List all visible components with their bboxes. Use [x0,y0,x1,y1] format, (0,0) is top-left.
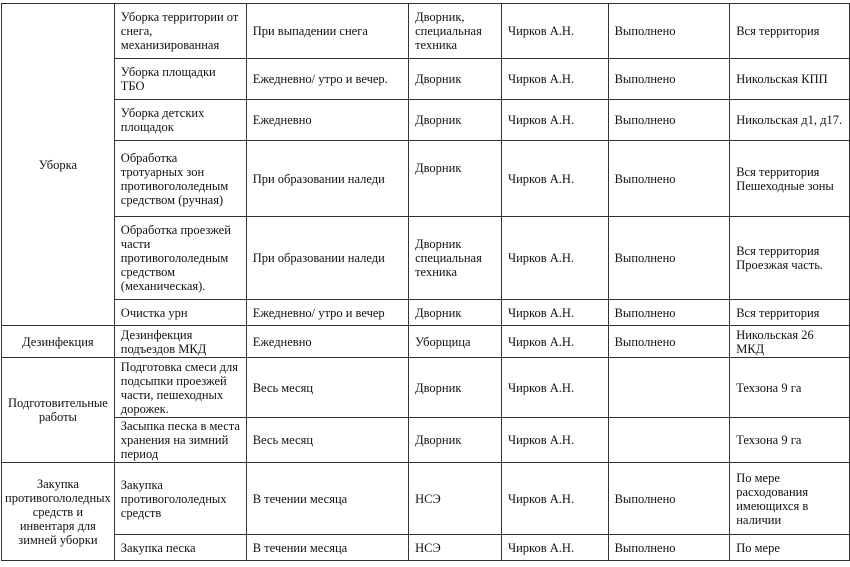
table-row [2,463,850,535]
responsible-cell: Чирков А.Н. [501,418,608,463]
status-cell: Выполнено [608,100,730,141]
table-row [2,141,850,217]
frequency-cell: Ежедневно/ утро и вечер [246,300,408,326]
table-row [2,535,850,561]
task-cell: Обработка проезжей части противогололедным средством (механическая). [114,217,246,300]
responsible-cell: Чирков А.Н. [501,217,608,300]
location-cell: Техзона 9 га [730,418,850,463]
task-cell: Дезинфекция подъездов МКД [114,326,246,358]
location-cell: По мере расходования имеющихся в наличии [730,463,850,535]
location-cell: Вся территория [730,4,850,59]
responsible-cell: Чирков А.Н. [501,535,608,561]
task-cell: Закупка песка [114,535,246,561]
status-cell: Выполнено [608,217,730,300]
frequency-cell: Ежедневно [246,100,408,141]
task-cell: Закупка противогололедных средств [114,463,246,535]
performer-cell: Уборщица [409,326,502,358]
task-cell: Уборка детских площадок [114,100,246,141]
status-cell: Выполнено [608,4,730,59]
location-cell: Техзона 9 га [730,358,850,418]
performer-cell: Дворник [409,358,502,418]
frequency-cell: Весь месяц [246,418,408,463]
frequency-cell: В течении месяца [246,535,408,561]
frequency-cell: Ежедневно/ утро и вечер. [246,59,408,100]
table-row [2,300,850,326]
frequency-cell: Ежедневно [246,326,408,358]
status-cell: Выполнено [608,535,730,561]
responsible-cell: Чирков А.Н. [501,4,608,59]
task-cell: Подготовка смеси для подсыпки проезжей части, пешеходных дорожек. [114,358,246,418]
table-row [2,418,850,463]
table-row [2,4,850,59]
frequency-cell: При образовании наледи [246,141,408,217]
task-cell: Обработка тротуарных зон противогололедным средством (ручная) [114,141,246,217]
performer-cell: Дворник специальная техника [409,217,502,300]
table-row [2,217,850,300]
category-cell: Закупка противогололедных средств и инвентаря для зимней уборки [2,463,115,561]
status-cell: Выполнено [608,300,730,326]
table-row [2,59,850,100]
responsible-cell: Чирков А.Н. [501,300,608,326]
performer-cell: Дворник [409,418,502,463]
location-cell: Никольская д1, д17. [730,100,850,141]
table-row [2,358,850,418]
frequency-cell: При образовании наледи [246,217,408,300]
frequency-cell: Весь месяц [246,358,408,418]
work-schedule-table [1,3,850,561]
location-cell: Вся территория Проезжая часть. [730,217,850,300]
location-cell: Никольская КПП [730,59,850,100]
task-cell: Уборка площадки ТБО [114,59,246,100]
frequency-cell: При выпадении снега [246,4,408,59]
performer-cell: Дворник [409,300,502,326]
responsible-cell: Чирков А.Н. [501,463,608,535]
performer-cell: Дворник, специальная техника [409,4,502,59]
task-cell: Засыпка песка в места хранения на зимний период [114,418,246,463]
table-row [2,100,850,141]
task-cell: Очистка урн [114,300,246,326]
status-cell: Выполнено [608,59,730,100]
table-row [2,326,850,358]
location-cell: Никольская 26 МКД [730,326,850,358]
category-cell: Подготовительные работы [2,358,115,463]
performer-cell: Дворник [409,59,502,100]
performer-cell: Дворник [409,141,502,217]
category-cell: Уборка [2,4,115,326]
performer-cell: Дворник [409,100,502,141]
responsible-cell: Чирков А.Н. [501,141,608,217]
frequency-cell: В течении месяца [246,463,408,535]
status-cell: Выполнено [608,326,730,358]
status-cell: Выполнено [608,141,730,217]
location-cell: По мере [730,535,850,561]
location-cell: Вся территория [730,300,850,326]
task-cell: Уборка территории от снега, механизированная [114,4,246,59]
responsible-cell: Чирков А.Н. [501,326,608,358]
responsible-cell: Чирков А.Н. [501,100,608,141]
category-cell: Дезинфекция [2,326,115,358]
status-cell [608,358,730,418]
location-cell: Вся территория Пешеходные зоны [730,141,850,217]
responsible-cell: Чирков А.Н. [501,59,608,100]
performer-cell: НСЭ [409,535,502,561]
status-cell [608,418,730,463]
status-cell: Выполнено [608,463,730,535]
performer-cell: НСЭ [409,463,502,535]
responsible-cell: Чирков А.Н. [501,358,608,418]
